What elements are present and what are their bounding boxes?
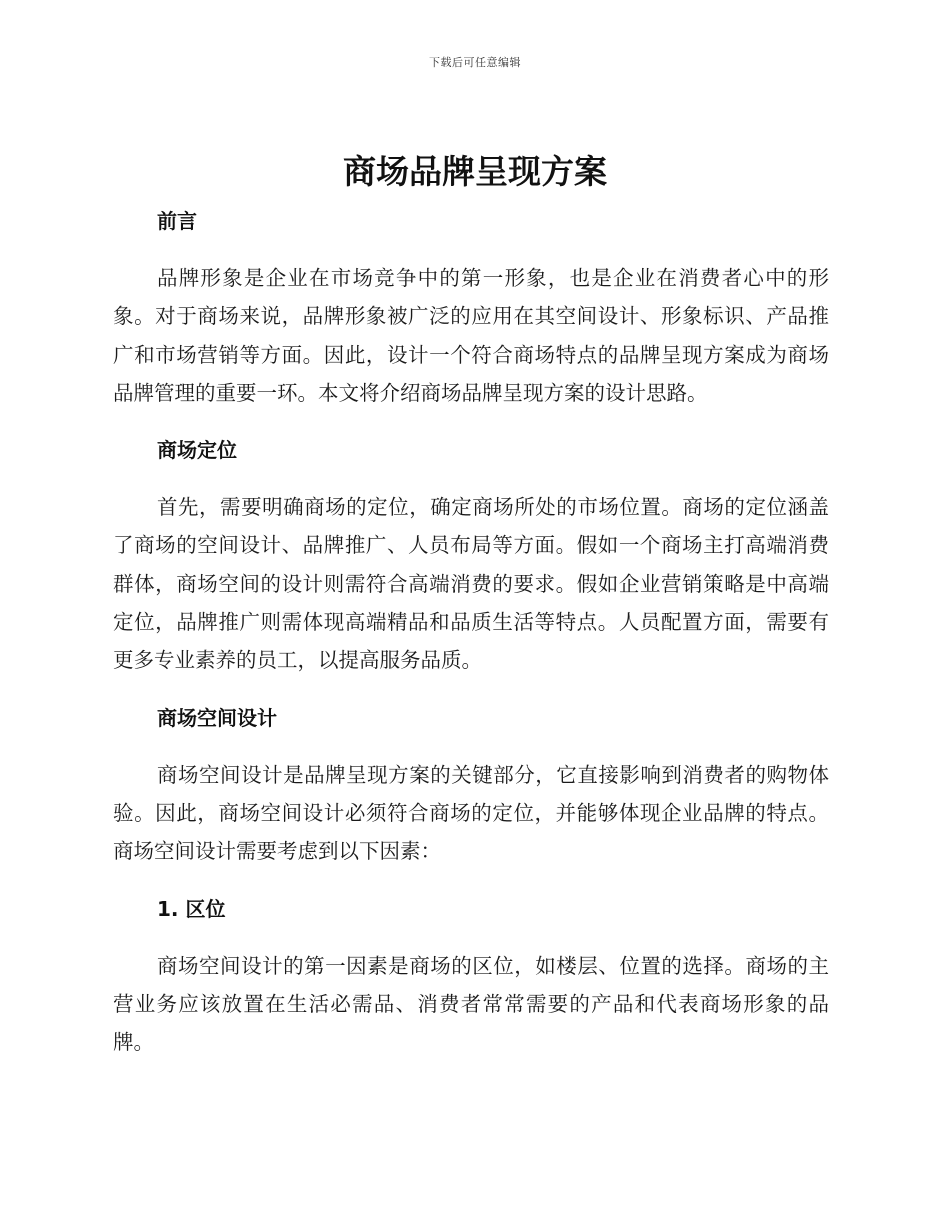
- section-heading: 前言: [157, 209, 197, 233]
- document-body: [113, 199, 829, 1061]
- section-heading: 商场定位: [157, 438, 237, 463]
- header-note: 下载后可任意编辑: [429, 56, 521, 69]
- section-heading: 1. 区位: [157, 896, 226, 921]
- section-positioning: [113, 428, 829, 679]
- document-title: 商场品牌呈现方案: [343, 152, 607, 191]
- section-space-design: [113, 696, 829, 871]
- section-paragraph: 商场空间设计的第一因素是商场的区位，如楼层、位置的选择。商场的主营业务应该放置在生活必需品、消费者常常需要的产品和代表商场形象的品牌。: [113, 953, 829, 1055]
- section-paragraph: 品牌形象是企业在市场竞争中的第一形象，也是企业在消费者心中的形象。对于商场来说，品牌形象被广泛的应用在其空间设计、形象标识、产品推广和市场营销等方面。因此，设计一个符合商场特点的品牌呈现方案成为商场品牌管理的重要一环。本文将介绍商场品牌呈现方案的设计思路。: [113, 266, 829, 405]
- section-heading: 商场空间设计: [157, 705, 277, 730]
- section-paragraph: 首先，需要明确商场的定位，确定商场所处的市场位置。商场的定位涵盖了商场的空间设计、品牌推广、人员布局等方面。假如一个商场主打高端消费群体，商场空间的设计则需符合高端消费的要求。假如企业营销策略是中高端定位，品牌推广则需体现高端精品和品质生活等特点。人员配置方面，需要有更多专业素养的员工，以提高服务品质。: [113, 495, 829, 673]
- section-location: [113, 887, 829, 1062]
- section-paragraph: 商场空间设计是品牌呈现方案的关键部分，它直接影响到消费者的购物体验。因此，商场空间设计必须符合商场的定位，并能够体现企业品牌的特点。商场空间设计需要考虑到以下因素：: [113, 762, 829, 864]
- section-preface: [113, 199, 829, 412]
